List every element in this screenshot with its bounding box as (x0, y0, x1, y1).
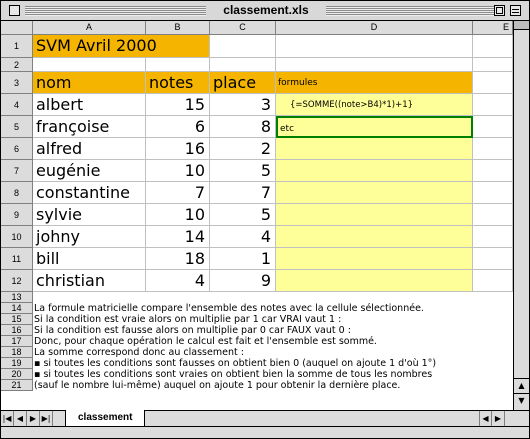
note-line: (sauf le nombre lui-même) auquel on ajoute 1 pour obtenir la dernière place. (34, 380, 401, 391)
cell-notes[interactable]: 15 (146, 94, 210, 116)
cell-notes[interactable]: 7 (146, 182, 210, 204)
row-header-13[interactable]: 13 (1, 292, 33, 303)
cell-nom[interactable]: bill (33, 248, 146, 270)
tab-classement[interactable]: classement (65, 410, 145, 427)
scroll-down-arrow-icon[interactable]: ▼ (514, 393, 529, 408)
note-line: Si la condition est vraie alors on multiplie par 1 car VRAI vaut 1 : (34, 314, 342, 325)
cell-e10[interactable] (473, 226, 513, 248)
cell-nom[interactable]: christian (33, 270, 146, 292)
cell-b2[interactable] (146, 58, 210, 72)
cell-place[interactable]: 7 (210, 182, 276, 204)
row-header-7[interactable]: 7 (1, 160, 33, 182)
column-header-d[interactable]: D (276, 21, 473, 35)
formula-cell[interactable] (276, 204, 473, 226)
cell-e9[interactable] (473, 204, 513, 226)
row-header-3[interactable]: 3 (1, 72, 33, 94)
cell-notes[interactable]: 10 (146, 204, 210, 226)
select-all-corner[interactable] (1, 21, 33, 35)
cell-e3[interactable] (473, 72, 513, 94)
close-box-icon[interactable] (9, 5, 20, 16)
sheet-tab-bar (1, 410, 529, 426)
header-nom[interactable]: nom (33, 72, 146, 94)
cell-d1[interactable] (276, 35, 473, 58)
scroll-up-arrow-icon[interactable]: ▲ (514, 378, 529, 393)
row-header-4[interactable]: 4 (1, 94, 33, 116)
prev-sheet-arrow-icon[interactable]: ◀ (14, 411, 27, 426)
column-header-a[interactable]: A (33, 21, 146, 35)
cell-place[interactable]: 9 (210, 270, 276, 292)
formula-cell[interactable] (276, 248, 473, 270)
cell-nom[interactable]: johny (33, 226, 146, 248)
note-line: La formule matricielle compare l'ensemble des notes avec la cellule sélectionnée. (34, 303, 424, 314)
row-header-6[interactable]: 6 (1, 138, 33, 160)
note-line: ▪ si toutes les conditions sont fausses on obtient bien 0 (auquel on ajoute 1 d'où 1°) (34, 358, 437, 369)
cell-a2[interactable] (33, 58, 146, 72)
zoom-box-icon[interactable] (494, 5, 505, 16)
title-bar[interactable] (1, 1, 529, 21)
formula-cell[interactable] (276, 160, 473, 182)
column-header-e[interactable]: E (473, 21, 513, 35)
first-sheet-arrow-icon[interactable]: |◀ (1, 411, 14, 426)
cell-nom[interactable]: eugénie (33, 160, 146, 182)
row-header-19[interactable]: 19 (1, 358, 33, 369)
row-header-15[interactable]: 15 (1, 314, 33, 325)
scroll-right-arrow-icon[interactable]: ▶ (492, 411, 505, 426)
formula-cell[interactable]: {=SOMME((note>B4)*1)+1} (276, 94, 473, 116)
cell-place[interactable]: 3 (210, 94, 276, 116)
header-notes[interactable]: notes (146, 72, 210, 94)
cell-place[interactable]: 5 (210, 204, 276, 226)
row-header-8[interactable]: 8 (1, 182, 33, 204)
row-header-2[interactable]: 2 (1, 58, 33, 72)
note-line: Donc, pour chaque opération le calcul est fait et l'ensemble est sommé. (34, 336, 377, 347)
title-cell[interactable]: SVM Avril 2000 (33, 35, 210, 58)
cell-nom[interactable]: constantine (33, 182, 146, 204)
cell-c1[interactable] (210, 35, 276, 58)
header-formules[interactable]: formules (276, 72, 473, 94)
cell-nom[interactable]: alfred (33, 138, 146, 160)
selected-cell-d5[interactable]: etc (276, 116, 473, 138)
cell-e1[interactable] (473, 35, 513, 58)
cell-notes[interactable]: 16 (146, 138, 210, 160)
collapse-box-icon[interactable] (510, 5, 521, 16)
last-sheet-arrow-icon[interactable]: ▶| (40, 411, 53, 426)
formula-cell[interactable] (276, 270, 473, 292)
note-line: ▪ si toutes les conditions sont vraies on obtient bien la somme de tous les nombres (34, 369, 433, 380)
row-header-14[interactable]: 14 (1, 303, 33, 314)
window-title: classement.xls (206, 3, 326, 17)
column-header-b[interactable]: B (146, 21, 210, 35)
cell-notes[interactable]: 18 (146, 248, 210, 270)
spreadsheet-grid[interactable] (1, 21, 513, 410)
cell-e6[interactable] (473, 138, 513, 160)
note-line: La somme correspond donc au classement : (34, 347, 244, 358)
row-header-9[interactable]: 9 (1, 204, 33, 226)
cell-d2[interactable] (276, 58, 473, 72)
formula-cell[interactable] (276, 226, 473, 248)
cell-e12[interactable] (473, 270, 513, 292)
cell-place[interactable]: 2 (210, 138, 276, 160)
cell-e5[interactable] (473, 116, 513, 138)
split-box[interactable] (514, 21, 529, 30)
cell-notes[interactable]: 6 (146, 116, 210, 138)
horizontal-scrollbar[interactable] (179, 411, 479, 426)
cell-e4[interactable] (473, 94, 513, 116)
vertical-scrollbar[interactable] (513, 21, 529, 410)
row-header-1[interactable]: 1 (1, 35, 33, 58)
row-header-10[interactable]: 10 (1, 226, 33, 248)
row-header-20[interactable]: 20 (1, 369, 33, 380)
cell-nom[interactable]: sylvie (33, 204, 146, 226)
column-header-c[interactable]: C (210, 21, 276, 35)
scroll-left-arrow-icon[interactable]: ◀ (479, 411, 492, 426)
row-header-18[interactable]: 18 (1, 347, 33, 358)
cell-nom[interactable]: albert (33, 94, 146, 116)
cell-e11[interactable] (473, 248, 513, 270)
header-place[interactable]: place (210, 72, 276, 94)
cell-notes[interactable]: 14 (146, 226, 210, 248)
formula-cell[interactable] (276, 182, 473, 204)
cell-place[interactable]: 4 (210, 226, 276, 248)
row-header-5[interactable]: 5 (1, 116, 33, 138)
cell-place[interactable]: 5 (210, 160, 276, 182)
cell-notes[interactable]: 10 (146, 160, 210, 182)
row-header-21[interactable]: 21 (1, 380, 33, 391)
formula-cell[interactable] (276, 138, 473, 160)
row-header-11[interactable]: 11 (1, 248, 33, 270)
cell-notes[interactable]: 4 (146, 270, 210, 292)
row-header-17[interactable]: 17 (1, 336, 33, 347)
cell-e8[interactable] (473, 182, 513, 204)
cell-c2[interactable] (210, 58, 276, 72)
cell-place[interactable]: 8 (210, 116, 276, 138)
row-header-12[interactable]: 12 (1, 270, 33, 292)
row-header-16[interactable]: 16 (1, 325, 33, 336)
cell-nom[interactable]: françoise (33, 116, 146, 138)
note-line: Si la condition est fausse alors on multiplie par 0 car FAUX vaut 0 : (34, 325, 351, 336)
cell-e2[interactable] (473, 58, 513, 72)
cell-place[interactable]: 1 (210, 248, 276, 270)
next-sheet-arrow-icon[interactable]: ▶ (27, 411, 40, 426)
cell-e7[interactable] (473, 160, 513, 182)
status-bar (1, 426, 529, 438)
